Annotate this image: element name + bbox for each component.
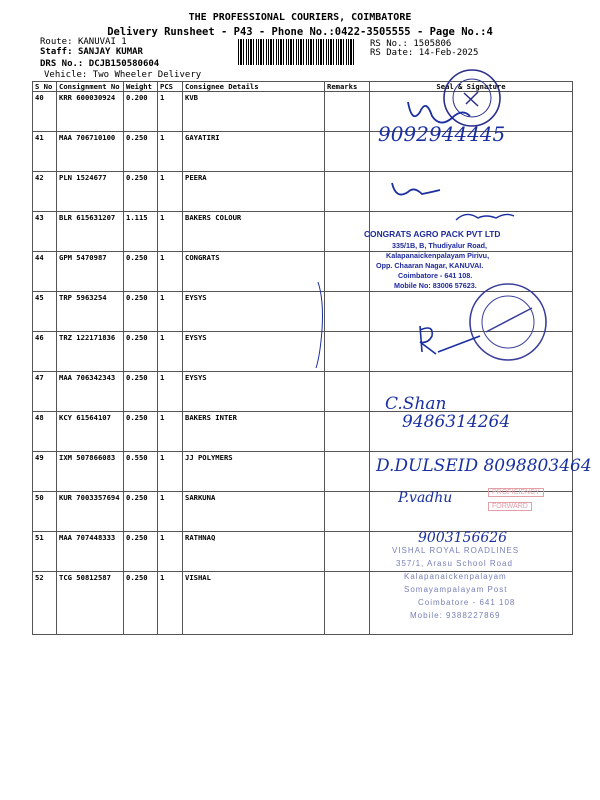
consignment-cell: GPM 5470987 xyxy=(57,252,124,292)
sno-cell: 48 xyxy=(33,412,57,452)
consignment-cell: PLN 1524677 xyxy=(57,172,124,212)
consignment-cell: TRP 5963254 xyxy=(57,292,124,332)
signature-cell xyxy=(370,292,573,332)
vishal-stamp-line-2: 357/1, Arasu School Road xyxy=(396,559,513,568)
pcs-cell: 1 xyxy=(158,412,183,452)
pcs-cell: 1 xyxy=(158,292,183,332)
rs-no-label: RS No.: xyxy=(370,39,408,49)
weight-cell: 0.250 xyxy=(124,172,158,212)
consignment-cell: KRR 600030924 xyxy=(57,92,124,132)
drs-value: DCJB150580604 xyxy=(88,59,160,69)
remarks-cell xyxy=(325,532,370,572)
sno-cell: 42 xyxy=(33,172,57,212)
congrats-stamp-line-5: Coimbatore - 641 108. xyxy=(398,271,473,280)
rs-date-value: 14-Feb-2025 xyxy=(418,48,479,58)
pcs-cell: 1 xyxy=(158,252,183,292)
table-header-row xyxy=(33,82,573,92)
signature-cell xyxy=(370,172,573,212)
weight-cell: 1.115 xyxy=(124,212,158,252)
table-row xyxy=(33,252,573,292)
table-row xyxy=(33,292,573,332)
staff-line xyxy=(40,47,143,57)
vishal-stamp-line-3: Kalapanaickenpalayam xyxy=(404,572,507,581)
phone-row-48: 9486314264 xyxy=(402,412,511,432)
remarks-cell xyxy=(325,572,370,635)
company-title: THE PROFESSIONAL COURIERS, COIMBATORE xyxy=(188,12,412,23)
vishal-stamp-line-6: Mobile: 9388227869 xyxy=(410,611,501,620)
weight-cell: 0.200 xyxy=(124,92,158,132)
vishal-stamp-line-1: VISHAL ROYAL ROADLINES xyxy=(392,546,520,555)
congrats-stamp-line-3: Kalapanaickenpalayam Pirivu, xyxy=(386,251,490,260)
signature-row-50: P.vadhu xyxy=(398,490,453,506)
sno-cell: 40 xyxy=(33,92,57,132)
remarks-cell xyxy=(325,172,370,212)
pcs-cell: 1 xyxy=(158,212,183,252)
pcs-cell: 1 xyxy=(158,172,183,212)
rs-date-line xyxy=(370,48,478,58)
vehicle-label: Vehicle: xyxy=(44,70,88,80)
table-row xyxy=(33,332,573,372)
consignee-cell: BAKERS INTER xyxy=(183,412,325,452)
congrats-stamp-line-4: Opp. Chaaran Nagar, KANUVAI. xyxy=(376,261,484,270)
vehicle-value: Two Wheeler Delivery xyxy=(92,70,202,80)
pink-stamp-1: PROFICIENCY xyxy=(488,488,544,497)
pcs-cell: 1 xyxy=(158,452,183,492)
sno-cell: 41 xyxy=(33,132,57,172)
rs-no-value: 1505806 xyxy=(413,39,452,49)
consignment-cell: TCG 50812587 xyxy=(57,572,124,635)
table-row xyxy=(33,172,573,212)
consignee-cell: SARKUNA xyxy=(183,492,325,532)
consignee-cell: PEERA xyxy=(183,172,325,212)
sno-cell: 45 xyxy=(33,292,57,332)
remarks-cell xyxy=(325,292,370,332)
drs-label: DRS No.: xyxy=(40,59,84,69)
rs-date-label: RS Date: xyxy=(370,48,414,58)
remarks-cell xyxy=(325,212,370,252)
consignee-cell: EYSYS xyxy=(183,372,325,412)
signature-row-48: C.Shan xyxy=(385,394,447,414)
consignment-cell: MAA 706342343 xyxy=(57,372,124,412)
vishal-stamp-line-4: Somayampalayam Post xyxy=(404,585,508,594)
consignment-cell: BLR 615631207 xyxy=(57,212,124,252)
consignment-cell: MAA 706710100 xyxy=(57,132,124,172)
sno-cell: 51 xyxy=(33,532,57,572)
congrats-stamp-line-2: 335/1B, B, Thudiyalur Road, xyxy=(392,241,488,250)
consignee-cell: VISHAL xyxy=(183,572,325,635)
table-row xyxy=(33,372,573,412)
sno-cell: 47 xyxy=(33,372,57,412)
pink-stamp-2: FORWARD xyxy=(488,502,532,511)
weight-cell: 0.250 xyxy=(124,252,158,292)
weight-cell: 0.250 xyxy=(124,532,158,572)
pcs-cell: 1 xyxy=(158,572,183,635)
column-header: Consignee Details xyxy=(183,82,325,92)
remarks-cell xyxy=(325,132,370,172)
consignee-cell: EYSYS xyxy=(183,332,325,372)
remarks-cell xyxy=(325,452,370,492)
pcs-cell: 1 xyxy=(158,332,183,372)
vishal-stamp-line-5: Coimbatore - 641 108 xyxy=(418,598,516,607)
remarks-cell xyxy=(325,332,370,372)
phone-row-51: 9003156626 xyxy=(418,530,508,546)
consignment-cell: KCY 61564107 xyxy=(57,412,124,452)
weight-cell: 0.250 xyxy=(124,292,158,332)
weight-cell: 0.250 xyxy=(124,332,158,372)
remarks-cell xyxy=(325,92,370,132)
consignee-cell: EYSYS xyxy=(183,292,325,332)
weight-cell: 0.250 xyxy=(124,492,158,532)
remarks-cell xyxy=(325,372,370,412)
remarks-cell xyxy=(325,252,370,292)
congrats-stamp-line-6: Mobile No: 83006 57623. xyxy=(394,281,477,290)
runsheet-subtitle: Delivery Runsheet - P43 - Phone No.:0422-3505555 - Page No.:4 xyxy=(107,26,493,38)
consignee-cell: RATHNAQ xyxy=(183,532,325,572)
sno-cell: 43 xyxy=(33,212,57,252)
weight-cell: 0.550 xyxy=(124,452,158,492)
phone-row-41: 9092944445 xyxy=(378,122,506,146)
vehicle-line xyxy=(44,70,201,80)
consignment-cell: IXM 507866083 xyxy=(57,452,124,492)
signature-row-49: D.DULSEID 8098803464 xyxy=(376,456,592,476)
table-row xyxy=(33,492,573,532)
weight-cell: 0.250 xyxy=(124,132,158,172)
route-value: KANUVAI 1 xyxy=(77,37,127,47)
weight-cell: 0.250 xyxy=(124,372,158,412)
sno-cell: 50 xyxy=(33,492,57,532)
pcs-cell: 1 xyxy=(158,92,183,132)
drs-line xyxy=(40,59,159,69)
sno-cell: 52 xyxy=(33,572,57,635)
sno-cell: 44 xyxy=(33,252,57,292)
consignee-cell: GAYATIRI xyxy=(183,132,325,172)
column-header: Consignment No xyxy=(57,82,124,92)
pcs-cell: 1 xyxy=(158,532,183,572)
congrats-stamp-line-1: CONGRATS AGRO PACK PVT LTD xyxy=(364,229,501,239)
route-label: Route: xyxy=(40,37,73,47)
column-header: Remarks xyxy=(325,82,370,92)
consignee-cell: KVB xyxy=(183,92,325,132)
column-header: Seal & Signature xyxy=(370,82,573,92)
consignment-cell: TRZ 122171836 xyxy=(57,332,124,372)
staff-label: Staff: xyxy=(40,47,73,57)
pcs-cell: 1 xyxy=(158,492,183,532)
consignee-cell: BAKERS COLOUR xyxy=(183,212,325,252)
barcode xyxy=(238,39,356,65)
sno-cell: 46 xyxy=(33,332,57,372)
column-header: S No xyxy=(33,82,57,92)
sno-cell: 49 xyxy=(33,452,57,492)
consignment-cell: KUR 7003357694 xyxy=(57,492,124,532)
pcs-cell: 1 xyxy=(158,132,183,172)
column-header: PCS xyxy=(158,82,183,92)
pcs-cell: 1 xyxy=(158,372,183,412)
route-line xyxy=(40,37,127,47)
remarks-cell xyxy=(325,492,370,532)
weight-cell: 0.250 xyxy=(124,412,158,452)
consignee-cell: JJ POLYMERS xyxy=(183,452,325,492)
signature-cell xyxy=(370,332,573,372)
staff-value: SANJAY KUMAR xyxy=(77,47,143,57)
weight-cell: 0.250 xyxy=(124,572,158,635)
column-header: Weight xyxy=(124,82,158,92)
consignment-cell: MAA 707448333 xyxy=(57,532,124,572)
remarks-cell xyxy=(325,412,370,452)
consignee-cell: CONGRATS xyxy=(183,252,325,292)
